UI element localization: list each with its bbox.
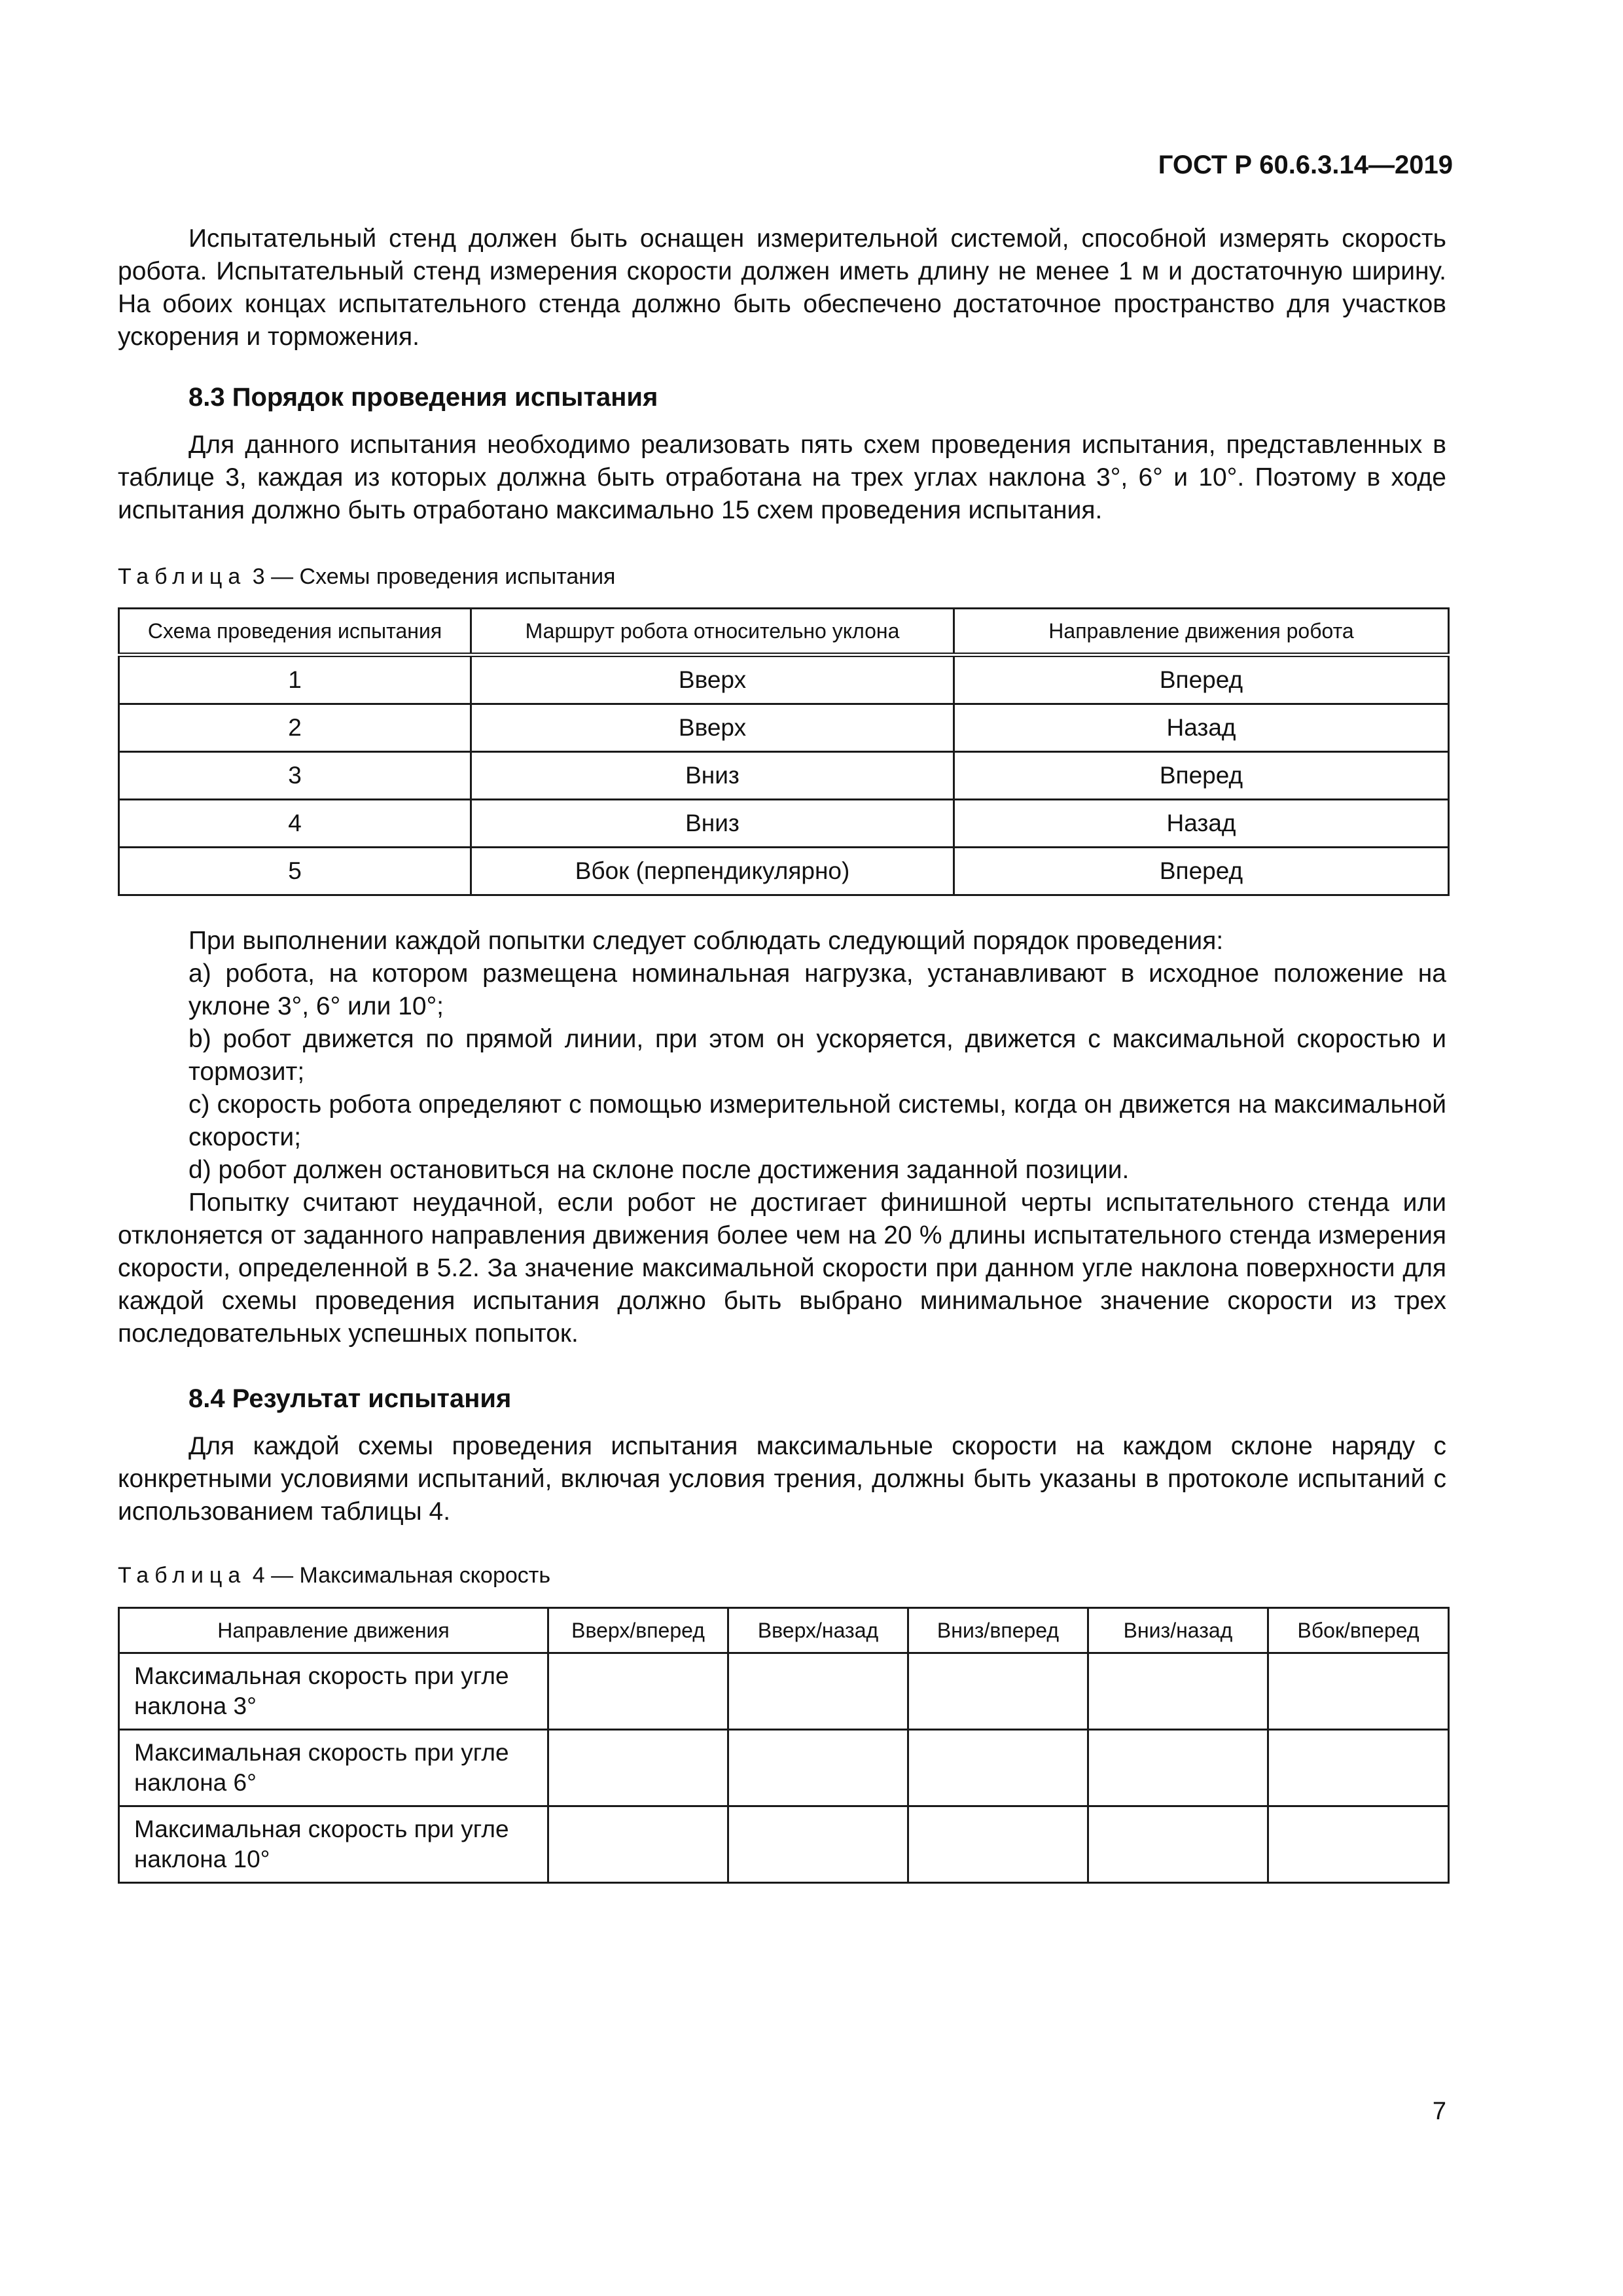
- failure-paragraph: Попытку считают неудачной, если робот не достигает финишной черты испытательного стенда или отклоняется от заданного направления движения более чем на 20 % длины испытательного стенда измерения скорости, определенной в 5.2. За значение максимальной скорости при данном угле наклона поверхности для каждой схемы проведения испытания должно быть выбрано минимальное значение скорости из трех последовательных успешных попыток.: [118, 1189, 1446, 1348]
- table-row: [119, 848, 1449, 895]
- table4-header-cell: Вниз/назад: [1088, 1608, 1268, 1653]
- table3-cell: Вперед: [954, 655, 1449, 704]
- section-8-4-paragraph: Для каждой схемы проведения испытания максимальные скорости на каждом склоне наряду с конкретными условиями испытаний, включая условия трения, должны быть указаны в протоколе испытаний с использованием таблицы 4.: [118, 1432, 1446, 1526]
- table3-header-cell: Маршрут робота относительно уклона: [471, 609, 954, 655]
- table4-row-label: Максимальная скорость при угле наклона 3°: [119, 1653, 548, 1730]
- table4-header-cell: Вбок/вперед: [1268, 1608, 1449, 1653]
- table3-cell: 4: [119, 800, 471, 848]
- table3-header-cell: Направление движения робота: [954, 609, 1449, 655]
- procedure-list: [118, 925, 1446, 1350]
- page-number: 7: [1432, 2098, 1446, 2125]
- table4-header-cell: Вверх/вперед: [548, 1608, 728, 1653]
- procedure-intro: При выполнении каждой попытки следует соблюдать следующий порядок проведения:: [188, 927, 1224, 955]
- table4-header-cell: Вверх/назад: [728, 1608, 908, 1653]
- table-row: [119, 752, 1449, 800]
- table4-row-label: Максимальная скорость при угле наклона 6°: [119, 1730, 548, 1806]
- table-row: [119, 1806, 1449, 1883]
- table3-caption-prefix: Таблица: [118, 564, 247, 589]
- table4-empty-cell: [1088, 1653, 1268, 1730]
- table3-cell: Вверх: [471, 704, 954, 752]
- table4-empty-cell: [1268, 1806, 1449, 1883]
- table-row: [119, 1730, 1449, 1806]
- table-row: [119, 704, 1449, 752]
- table-row: [119, 655, 1449, 704]
- table4-empty-cell: [548, 1653, 728, 1730]
- table4-empty-cell: [728, 1806, 908, 1883]
- table4-empty-cell: [548, 1730, 728, 1806]
- procedure-item-b: b) робот движется по прямой линии, при этом он ускоряется, движется с максимальной скоростью и тормозит;: [188, 1025, 1446, 1086]
- table3-cell: Вбок (перпендикулярно): [471, 848, 954, 895]
- table4: [118, 1607, 1450, 1884]
- table4-empty-cell: [1088, 1806, 1268, 1883]
- table4-caption-text: 4 — Максимальная скорость: [246, 1563, 551, 1588]
- table3: [118, 607, 1450, 896]
- table3-cell: Вперед: [954, 848, 1449, 895]
- table4-header-cell: Вниз/вперед: [908, 1608, 1088, 1653]
- table3-cell: Назад: [954, 800, 1449, 848]
- table3-cell: Вверх: [471, 655, 954, 704]
- table4-empty-cell: [1088, 1730, 1268, 1806]
- table3-caption: [118, 564, 615, 590]
- table3-header-row: [119, 609, 1449, 655]
- table4-empty-cell: [908, 1653, 1088, 1730]
- table3-header-cell: Схема проведения испытания: [119, 609, 471, 655]
- table4-empty-cell: [908, 1806, 1088, 1883]
- table4-row-label: Максимальная скорость при угле наклона 10°: [119, 1806, 548, 1883]
- table-row: [119, 1653, 1449, 1730]
- table3-cell: 2: [119, 704, 471, 752]
- table4-empty-cell: [908, 1730, 1088, 1806]
- table4-empty-cell: [1268, 1653, 1449, 1730]
- table3-cell: Вперед: [954, 752, 1449, 800]
- table3-cell: Назад: [954, 704, 1449, 752]
- intro-paragraph: Испытательный стенд должен быть оснащен измерительной системой, способной измерять скорость робота. Испытательный стенд измерения скорости должен иметь длину не менее 1 м и достаточную ширину. На обоих концах испытательного стенда должно быть обеспечено достаточное пространство для участков ускорения и торможения.: [118, 224, 1446, 351]
- table4-caption-prefix: Таблица: [118, 1563, 247, 1588]
- table3-cell: 5: [119, 848, 471, 895]
- table3-cell: 1: [119, 655, 471, 704]
- section-8-3-paragraph: Для данного испытания необходимо реализовать пять схем проведения испытания, представленных в таблице 3, каждая из которых должна быть отработана на трех углах наклона 3°, 6° и 10°. Поэтому в ходе испытания должно быть отработано максимально 15 схем проведения испытания.: [118, 431, 1446, 524]
- table4-header-cell: Направление движения: [119, 1608, 548, 1653]
- table4-empty-cell: [728, 1730, 908, 1806]
- standard-designation: ГОСТ Р 60.6.3.14—2019: [1158, 151, 1453, 179]
- table4-empty-cell: [1268, 1730, 1449, 1806]
- table4-empty-cell: [728, 1653, 908, 1730]
- table3-cell: 3: [119, 752, 471, 800]
- procedure-item-c: c) скорость робота определяют с помощью измерительной системы, когда он движется на максимальной скорости;: [188, 1090, 1446, 1151]
- table3-caption-text: 3 — Схемы проведения испытания: [246, 564, 616, 589]
- section-8-4-heading: 8.4 Результат испытания: [188, 1384, 512, 1413]
- table4-empty-cell: [548, 1806, 728, 1883]
- procedure-item-d: d) робот должен остановиться на склоне после достижения заданной позиции.: [188, 1156, 1130, 1184]
- table4-header-row: [119, 1608, 1449, 1653]
- procedure-item-a: a) робота, на котором размещена номинальная нагрузка, устанавливают в исходное положение на уклоне 3°, 6° или 10°;: [188, 960, 1446, 1020]
- table-row: [119, 800, 1449, 848]
- table4-caption: [118, 1563, 550, 1588]
- section-8-3-heading: 8.3 Порядок проведения испытания: [188, 383, 658, 412]
- table3-cell: Вниз: [471, 752, 954, 800]
- table3-cell: Вниз: [471, 800, 954, 848]
